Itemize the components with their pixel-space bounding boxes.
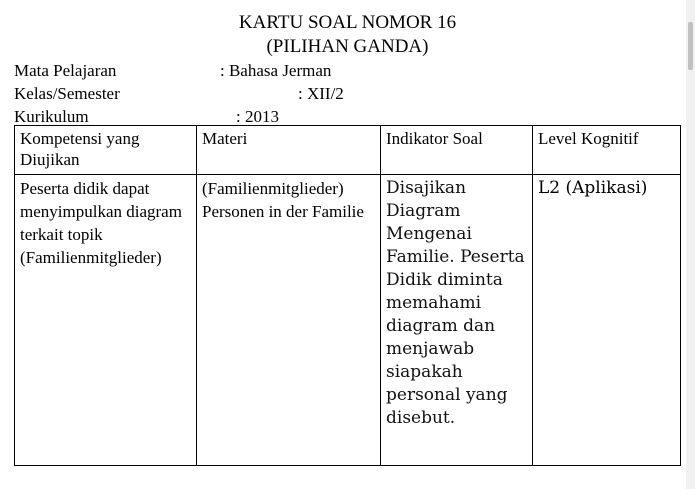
meta-value-subject: : Bahasa Jerman <box>220 61 332 80</box>
table-row <box>15 175 681 466</box>
header-kompetensi: Kompetensi yang Diujikan <box>15 126 197 175</box>
cell-level: L2 (Aplikasi) <box>533 175 681 466</box>
meta-value-curriculum: : 2013 <box>236 107 279 126</box>
card-title: KARTU SOAL NOMOR 16 <box>238 12 457 33</box>
meta-value-class: : XII/2 <box>298 84 344 103</box>
cell-indikator: Disajikan Diagram Mengenai Familie. Peserta Didik diminta memahami diagram dan menjawab siapakah personal yang disebut. <box>381 175 533 466</box>
question-card-table <box>14 125 681 466</box>
header-materi: Materi <box>197 126 381 175</box>
cell-kompetensi: Peserta didik dapat menyimpulkan diagram terkait topik (Familienmitglieder) <box>15 175 197 466</box>
meta-label-subject: Mata Pelajaran <box>14 61 117 80</box>
meta-row-class <box>14 84 344 104</box>
scrollbar-thumb[interactable] <box>688 22 693 70</box>
meta-label-curriculum: Kurikulum <box>14 107 89 126</box>
meta-label-class: Kelas/Semester <box>14 84 120 103</box>
header-indikator: Indikator Soal <box>381 126 533 175</box>
table-header-row <box>15 126 681 175</box>
meta-row-curriculum <box>14 107 279 127</box>
card-subtitle: (PILIHAN GANDA) <box>266 36 429 57</box>
meta-row-subject <box>14 61 332 81</box>
cell-materi: (Familienmitglieder) Personen in der Familie <box>197 175 381 466</box>
header-level: Level Kognitif <box>533 126 681 175</box>
vertical-scrollbar[interactable] <box>686 0 695 489</box>
